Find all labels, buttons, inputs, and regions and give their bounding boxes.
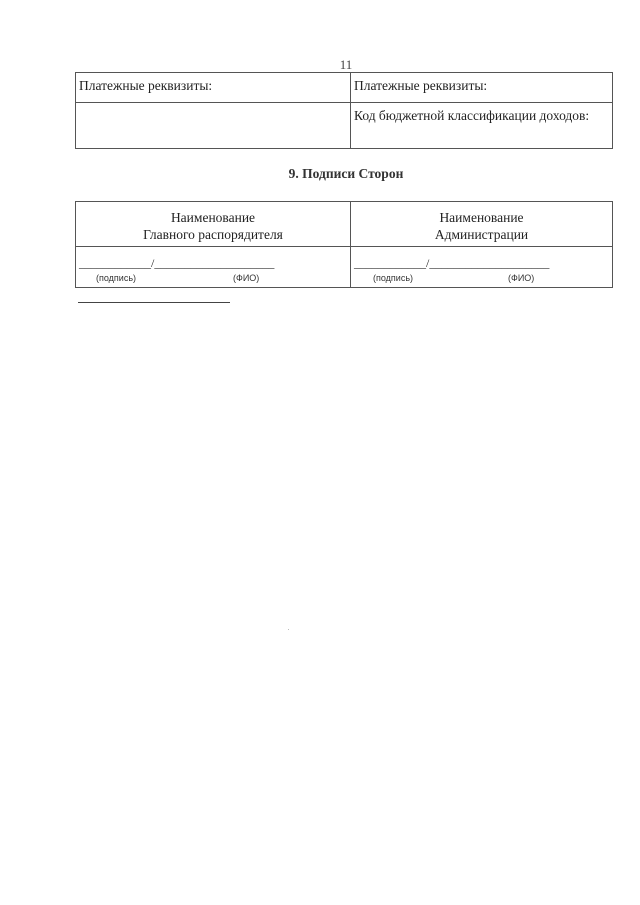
signatures-table	[75, 201, 613, 288]
right-signature-line: ____________/____________________	[354, 256, 550, 270]
left-heading-line1: Наименование	[170, 210, 256, 225]
right-caption-signature: (подпись)	[373, 273, 414, 283]
footnote-separator	[78, 302, 230, 303]
requisites-left-label: Платежные реквизиты:	[79, 78, 213, 93]
page-number: 11	[339, 57, 353, 72]
left-signature-line: ____________/____________________	[79, 256, 275, 270]
requisites-right-label: Платежные реквизиты:	[354, 78, 488, 93]
right-signature-cell	[351, 247, 613, 288]
right-heading-line2: Администрации	[434, 227, 529, 242]
right-heading-line1: Наименование	[439, 210, 524, 225]
right-caption-name: (ФИО)	[508, 273, 535, 283]
left-signature-cell	[76, 247, 351, 288]
requisites-left-empty-cell	[76, 103, 351, 149]
left-party-heading	[76, 202, 351, 247]
scan-speck	[288, 629, 289, 630]
requisites-left-cell	[76, 73, 351, 103]
section-title: 9. Подписи Сторон	[288, 166, 404, 181]
kbk-cell	[351, 103, 613, 149]
left-heading-line2: Главного распорядителя	[143, 227, 283, 242]
left-caption-name: (ФИО)	[233, 273, 260, 283]
requisites-table	[75, 72, 613, 149]
requisites-right-cell	[351, 73, 613, 103]
left-caption-signature: (подпись)	[96, 273, 137, 283]
right-party-heading	[351, 202, 613, 247]
kbk-label: Код бюджетной классификации доходов:	[354, 108, 590, 123]
